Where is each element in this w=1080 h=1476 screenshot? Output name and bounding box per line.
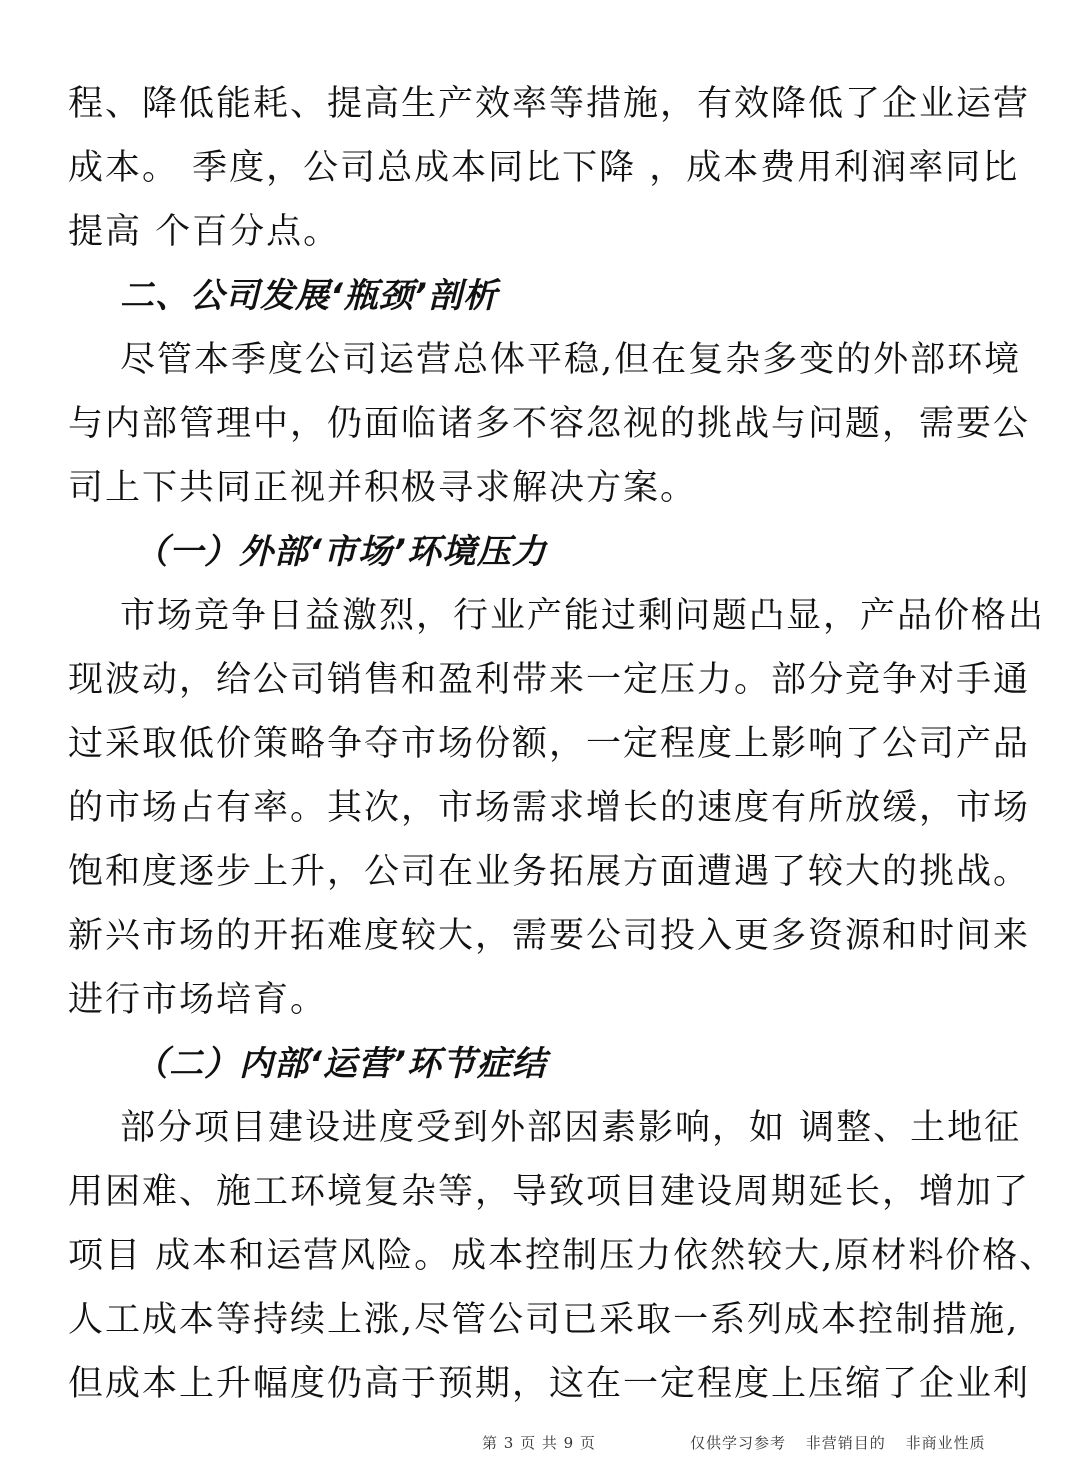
document-body — [68, 72, 1057, 1416]
paragraph-line: 现波动，给公司销售和盈利带来一定压力。部分竞争对手通 — [68, 660, 1031, 700]
disclaimer-non-marketing: 非营销目的 — [805, 1434, 886, 1452]
page-indicator: 第 3 页 共 9 页 — [482, 1434, 596, 1452]
page-footer — [0, 1432, 1080, 1454]
paragraph-line: 提高 个百分点。 — [68, 212, 341, 252]
subsection-heading: （一）外部‘市场’环境压力 — [134, 532, 547, 572]
paragraph-line: 人工成本等持续上涨,尽管公司已采取一系列成本控制措施, — [68, 1300, 1020, 1340]
paragraph-line: 部分项目建设进度受到外部因素影响，如 调整、土地征 — [120, 1108, 1022, 1148]
footer-disclaimer — [690, 1432, 1000, 1453]
paragraph-line: 进行市场培育。 — [68, 980, 328, 1020]
disclaimer-non-commercial: 非商业性质 — [905, 1434, 986, 1452]
section-heading: 二、公司发展‘瓶颈’剖析 — [120, 276, 498, 316]
paragraph-line: 过采取低价策略争夺市场份额，一定程度上影响了公司产品 — [68, 724, 1031, 764]
paragraph-line: 新兴市场的开拓难度较大，需要公司投入更多资源和时间来 — [68, 916, 1031, 956]
paragraph-line: 成本。 季度，公司总成本同比下降 ，成本费用利润率同比 — [68, 148, 1020, 188]
paragraph-line: 司上下共同正视并积极寻求解决方案。 — [68, 468, 698, 508]
paragraph-line: 市场竞争日益激烈，行业产能过剩问题凸显，产品价格出 — [120, 596, 1046, 636]
paragraph-line: 饱和度逐步上升，公司在业务拓展方面遭遇了较大的挑战。 — [68, 852, 1031, 892]
paragraph-line: 但成本上升幅度仍高于预期，这在一定程度上压缩了企业利 — [68, 1364, 1031, 1404]
paragraph-line: 用困难、施工环境复杂等，导致项目建设周期延长，增加了 — [68, 1172, 1031, 1212]
paragraph-line: 项目 成本和运营风险。成本控制压力依然较大,原材料价格、 — [68, 1236, 1057, 1276]
disclaimer-study: 仅供学习参考 — [690, 1434, 787, 1452]
paragraph-line: 程、降低能耗、提高生产效率等措施，有效降低了企业运营 — [68, 84, 1031, 124]
paragraph-line: 尽管本季度公司运营总体平稳,但在复杂多变的外部环境 — [120, 340, 1022, 380]
paragraph-line: 与内部管理中，仍面临诸多不容忽视的挑战与问题，需要公 — [68, 404, 1031, 444]
subsection-heading: （二）内部‘运营’环节症结 — [134, 1044, 547, 1084]
paragraph-line: 的市场占有率。其次，市场需求增长的速度有所放缓，市场 — [68, 788, 1031, 828]
